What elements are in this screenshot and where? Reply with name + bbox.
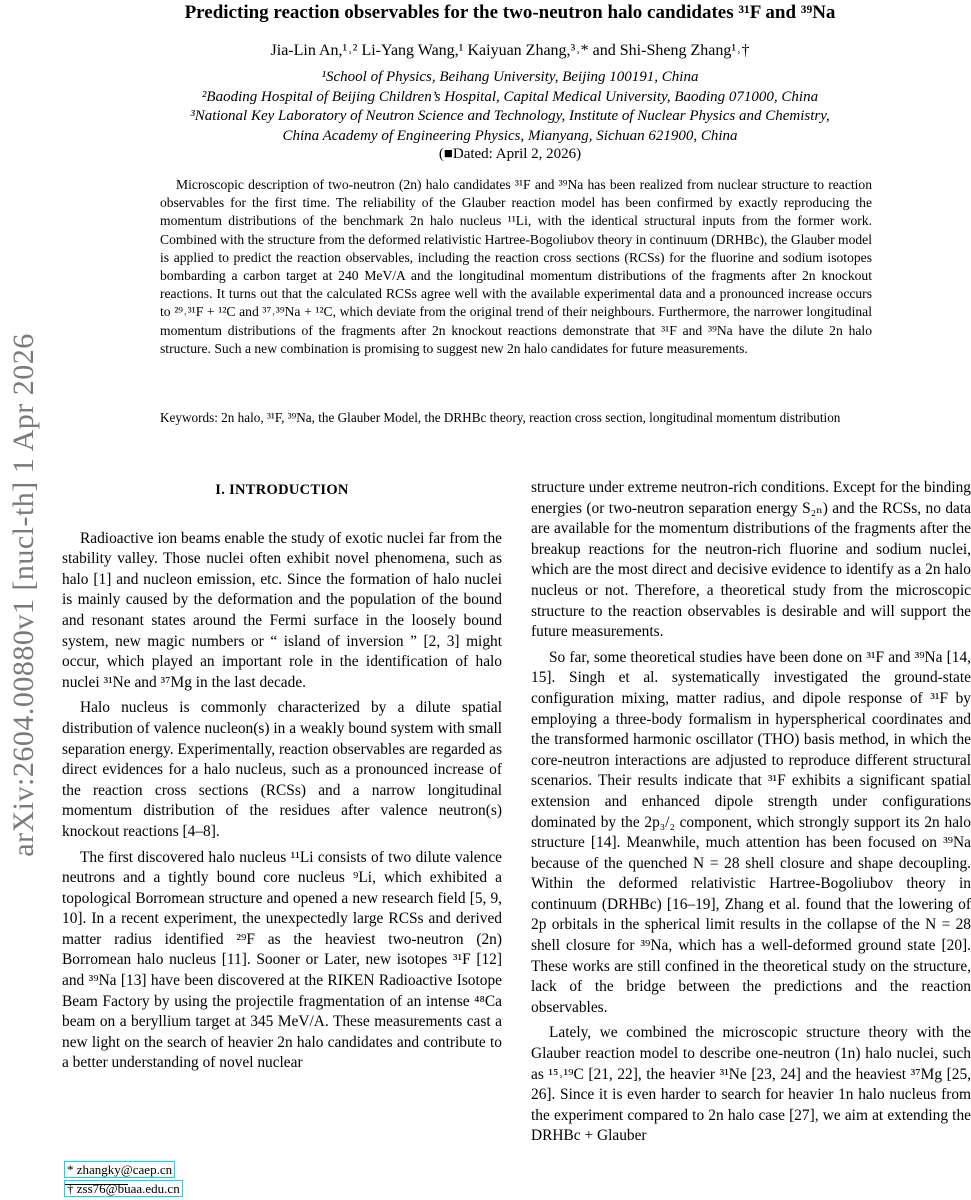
section-heading: I. INTRODUCTION (215, 482, 349, 498)
arxiv-identifier: arXiv:2604.00880v1 [nucl-th] 1 Apr 2026 (7, 333, 41, 857)
affiliation-3: ³National Key Laboratory of Neutron Science and Technology, Institute of Nuclear Physics and Chemistry, (190, 108, 830, 124)
paragraph: Radioactive ion beams enable the study of exotic nuclei far from the stability valley. Those nuclei often exhibit novel phenomena, such as halo [1] and nucleon emission, etc. Since the formation of halo nuclei is mainly caused by the deformation and the population of the bound and resonant states around the Fermi surface in the loosely bound system, new magic numbers or “ island of inversion ” [2, 3] might occur, which played an important role in the identification of halo nuclei ³¹Ne and ³⁷Mg in the last decade. (62, 529, 502, 691)
affiliations (60, 68, 960, 146)
keywords: Keywords: 2n halo, ³¹F, ³⁹Na, the Glauber Model, the DRHBc theory, reaction cross section, longitudinal momentum distribution (160, 410, 841, 425)
dated-line: (■Dated: April 2, 2026) (438, 146, 582, 162)
affiliation-2: ²Baoding Hospital of Beijing Children’s Hospital, Capital Medical University, Baoding 071000, China (201, 88, 819, 105)
abstract: Microscopic description of two-neutron (2n) halo candidates ³¹F and ³⁹Na has been realized from nuclear structure to reaction observables for the first time. The reliability of the Glauber reaction model has been confirmed by exactly reproducing the momentum distributions of the benchmark 2n halo nucleus ¹¹Li, with the identical structural inputs from the former work. Combined with the structure from the deformed relativistic Hartree-Bogoliubov theory in continuum (DRHBc), the Glauber model is applied to predict the reaction observables, including the reaction cross sections (RCSs) for the fluorine and sodium isotopes bombarding a carbon target at 240 MeV/A and the longitudinal momentum distributions of the fragments after 2n knockout reactions. It turns out that the calculated RCSs agree well with the available experimental data and a pronounced increase occurs to ²⁹˒³¹F + ¹²C and ³⁷˒³⁹Na + ¹²C, which deviate from the original trend of their neighbours. Furthermore, the narrower longitudinal momentum distributions of the fragments after 2n knockout reactions demonstrate that ³¹F and ³⁹Na have the dilute 2n halo structure. Such a new combination is promising to suggest new 2n halo candidates for future measurements. (160, 177, 872, 356)
footnote-email-1[interactable]: * zhangky@caep.cn (64, 1161, 175, 1178)
arxiv-sidebar-stamp (2, 290, 46, 900)
author-list: Jia-Lin An,¹˒² Li-Yang Wang,¹ Kaiyuan Zhang,³˒* and Shi-Sheng Zhang¹˒† (270, 42, 750, 59)
footnotes (64, 1160, 183, 1198)
paragraph: The first discovered halo nucleus ¹¹Li consists of two dilute valence neutrons and a tightly bound core nucleus ⁹Li, which exhibited a topological Borromean structure and opened a new research field [5, 9, 10]. In a recent experiment, the unexpectedly large RCSs and derived matter radius identified ²⁹F as the heaviest two-neutron (2n) Borromean halo nucleus [11]. Sooner or Later, new isotopes ³¹F [12] and ³⁹Na [13] have been discovered at the RIKEN Radioactive Isotope Beam Factory by using the projectile fragmentation of an intense ⁴⁸Ca beam on a beryllium target at 345 MeV/A. These measurements cast a new light on the search of heavier 2n halo candidates and contribute to a better understanding of novel nuclear (62, 848, 502, 1072)
right-column (531, 478, 971, 1152)
left-column (62, 478, 502, 1079)
paper-title: Predicting reaction observables for the two-neutron halo candidates ³¹F and ³⁹Na (184, 2, 836, 23)
paragraph: structure under extreme neutron-rich conditions. Except for the binding energies (or two-neutron separation energy S₂ₙ) and the RCSs, no data are available for the momentum distributions of the fragments after the breakup reactions for the neutron-rich fluorine and sodium nuclei, which are the most direct and decisive evidence to identify as a 2n halo nucleus or not. Therefore, a theoretical study from the microscopic structure to the reaction observables is desirable and will support the future measurements. (531, 479, 971, 641)
paragraph: Lately, we combined the microscopic structure theory with the Glauber reaction model to describe one-neutron (1n) halo nuclei, such as ¹⁵˒¹⁹C [21, 22], the heavier ³¹Ne [23, 24] and the heaviest ³⁷Mg [25, 26]. Since it is even harder to search for heavier 1n halo nucleus from the experiment compared to 2n halo case [27], we aim at extending the DRHBc + Glauber (531, 1024, 971, 1145)
paragraph: Halo nucleus is commonly characterized by a dilute spatial distribution of valence nucleon(s) in a weakly bound system with small separation energy. Experimentally, reaction observables are regarded as direct evidences for a halo nucleus, such as a pronounced increase of the reaction cross sections (RCSs) and a narrow longitudinal momentum distribution of the residues after valence neutron(s) knockout reactions [4–8]. (62, 699, 502, 840)
footnote-email-2[interactable]: † zss76@buaa.edu.cn (64, 1180, 183, 1197)
paragraph: So far, some theoretical studies have been done on ³¹F and ³⁹Na [14, 15]. Singh et al. systematically investigated the ground-state configuration mixing, matter radius, and dipole response of ³¹F by employing a three-body formalism in hyperspherical coordinates and the transformed harmonic oscillator (THO) basis method, in which the core-neutron interactions are adjusted to reproduce different structural scenarios. Their results indicate that ³¹F exhibits a significant spatial extension and enhanced dipole strength under configurations dominated by the 2p₃/₂ component, which strongly support its 2n halo structure [14]. Meanwhile, much attention has been focused on ³⁹Na because of the quenched N = 28 shell closure and shape decoupling. Within the deformed relativistic Hartree-Bogoliubov theory in continuum (DRHBc) [16–19], Zhang et al. found that the lowering of 2p orbitals in the spherical limit results in the collapse of the N = 28 shell closure for ³⁹Na, which has a well-deformed ground state [20]. These works are still confined in the theoretical study on the structure, lack of the bridge between the predictions and the reaction observables. (531, 648, 971, 1016)
affiliation-3-cont: China Academy of Engineering Physics, Mianyang, Sichuan 621900, China (282, 127, 738, 144)
affiliation-1: ¹School of Physics, Beihang University, Beijing 100191, China (321, 69, 699, 85)
